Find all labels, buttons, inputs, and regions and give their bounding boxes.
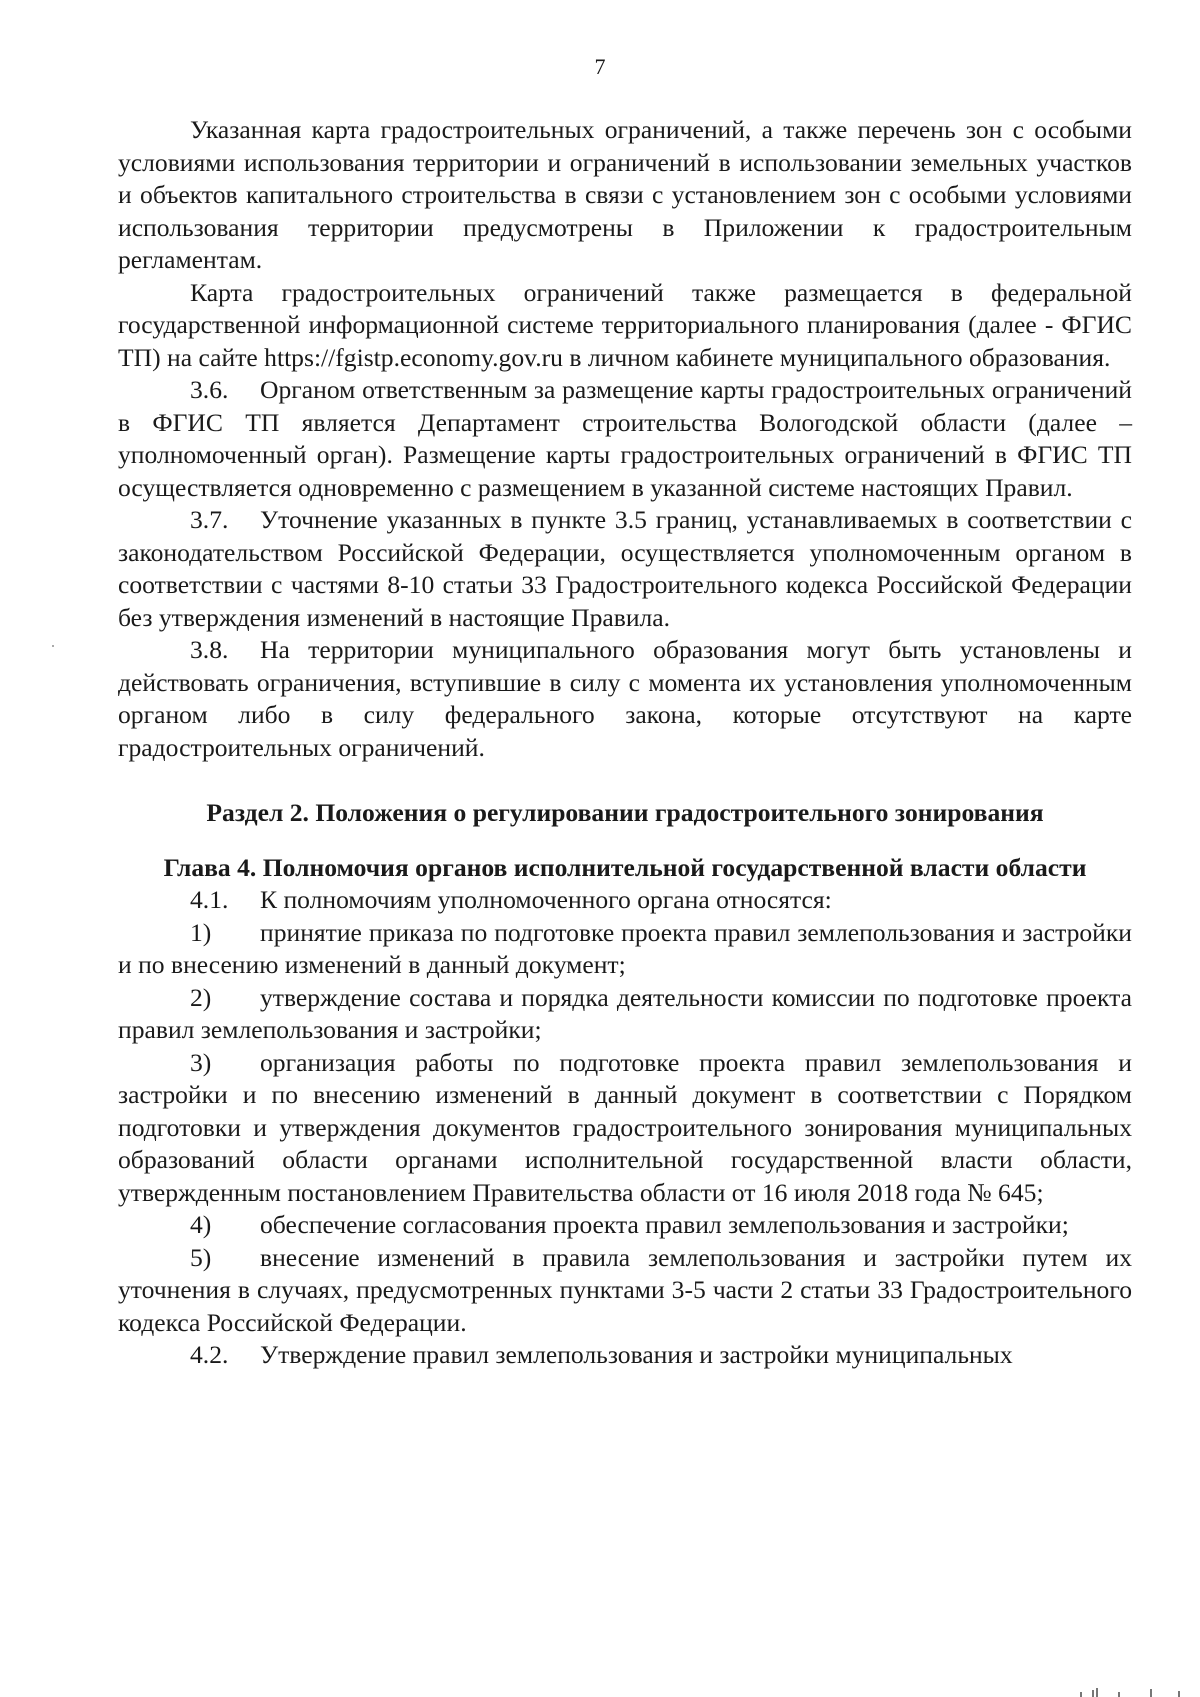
paragraph: Карта градостроительных ограничений также размещается в федеральной государственной информационной системе территориального планирования (далее - ФГИС ТП) на сайте https://fgistp.economy.gov.ru в личном кабинете муниципального образования. — [118, 277, 1132, 372]
point-4-1 — [118, 884, 1132, 917]
item-text: принятие приказа по подготовке проекта правил землепользования и застройки и по внесению изменений в данный документ; — [118, 917, 1132, 979]
point-number: 3.7. — [190, 505, 229, 534]
list-item — [118, 982, 1132, 1047]
document-body — [118, 114, 1132, 1372]
section-title: Раздел 2. Положения о регулировании градостроительного зонирования — [206, 798, 1044, 827]
point-number: 3.8. — [190, 635, 229, 664]
point-3-6 — [118, 374, 1132, 504]
point-4-2 — [118, 1339, 1132, 1372]
scan-speck — [52, 645, 54, 647]
scan-border-marks — [1078, 1688, 1188, 1697]
point-3-7 — [118, 504, 1132, 634]
item-text: обеспечение согласования проекта правил землепользования и застройки; — [260, 1210, 1069, 1239]
item-number: 4) — [190, 1210, 212, 1239]
item-number: 2) — [190, 982, 212, 1012]
item-text: внесение изменений в правила землепользования и застройки путем их уточнения в случаях, предусмотренных пунктами 3-5 части 2 статьи 33 Градостроительного кодекса Российской Федерации. — [118, 1242, 1132, 1337]
list-item — [118, 1047, 1132, 1210]
item-number: 5) — [190, 1242, 212, 1272]
list-item — [118, 917, 1132, 982]
point-3-8 — [118, 634, 1132, 764]
point-number: 4.1. — [190, 885, 229, 914]
chapter-title: Глава 4. Полномочия органов исполнительной государственной власти области — [163, 852, 1087, 882]
point-text: На территории муниципального образования могут быть установлены и действовать ограничения, вступившие в силу с момента их установления уполномоченным органом либо в силу федерального закона, которые отсутствуют на карте градостроительных ограничений. — [118, 635, 1132, 762]
item-text: организация работы по подготовке проекта правил землепользования и застройки и по внесению изменений в данный документ в соответствии с Порядком подготовки и утверждения документов градостроительного зонирования муниципальных образований области органами исполнительной государственной власти области, утвержденным постановлением Правительства области от 16 июля 2018 года № 645; — [118, 1047, 1132, 1207]
item-text: утверждение состава и порядка деятельности комиссии по подготовке проекта правил землепользования и застройки; — [118, 982, 1132, 1044]
list-item — [118, 1242, 1132, 1340]
point-number: 4.2. — [190, 1340, 229, 1369]
item-number: 1) — [190, 917, 212, 947]
point-number: 3.6. — [190, 375, 229, 404]
point-text: К полномочиям уполномоченного органа относятся: — [260, 885, 832, 914]
point-text: Утверждение правил землепользования и застройки муниципальных — [260, 1340, 1013, 1369]
list-item — [118, 1209, 1132, 1242]
point-text: Органом ответственным за размещение карты градостроительных ограничений в ФГИС ТП является Департамент строительства Вологодской области (далее – уполномоченный орган). Размещение карты градостроительных ограничений в ФГИС ТП осуществляется одновременно с размещением в указанной системе настоящих Правил. — [118, 375, 1132, 502]
page-number: 7 — [594, 54, 606, 79]
paragraph: Указанная карта градостроительных ограничений, а также перечень зон с особыми условиями использования территории и ограничений в использовании земельных участков и объектов капитального строительства в связи с установлением зон с особыми условиями использования территории предусмотрены в Приложении к градостроительным регламентам. — [118, 115, 1132, 274]
item-number: 3) — [190, 1047, 212, 1077]
point-text: Уточнение указанных в пункте 3.5 границ, устанавливаемых в соответствии с законодательством Российской Федерации, осуществляется уполномоченным органом в соответствии с частями 8-10 статьи 33 Градостроительного кодекса Российской Федерации без утверждения изменений в настоящие Правила. — [118, 505, 1132, 632]
